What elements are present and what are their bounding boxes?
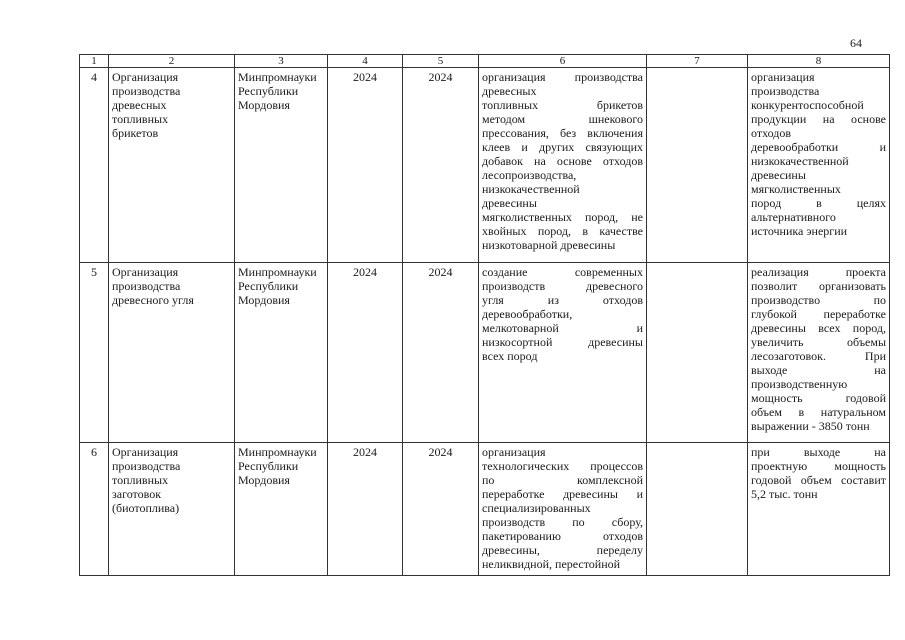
- measure-name-line: Организация: [112, 445, 179, 459]
- result-line: реализация проекта: [751, 265, 886, 279]
- header-col-7: 7: [647, 55, 748, 68]
- description-line: мягколиственных пород, не: [482, 210, 643, 224]
- measure-name-cell: [109, 263, 235, 443]
- description-line: древесины: [482, 196, 537, 210]
- table-row: [80, 443, 890, 576]
- responsible-org-line: Республики: [238, 279, 299, 293]
- result-cell: [748, 263, 890, 443]
- description-line: угля из отходов: [482, 293, 643, 307]
- result-line: мягколиственных: [751, 182, 841, 196]
- result-line: выражении - 3850 тонн: [751, 419, 870, 433]
- description-line: всех пород: [482, 349, 538, 363]
- measure-name-line: топливных: [112, 112, 169, 126]
- result-line: глубокой переработке: [751, 307, 886, 321]
- description-line: деревообработки,: [482, 307, 573, 321]
- measure-name-line: производства: [112, 459, 181, 473]
- responsible-org-line: Минпромнауки: [238, 445, 317, 459]
- description-line: организация: [482, 445, 546, 459]
- result-line: древесины всех пород,: [751, 321, 886, 335]
- start-year: 2024: [328, 443, 403, 576]
- description-cell: [479, 443, 647, 576]
- table-row: [80, 68, 890, 263]
- header-row: [80, 55, 890, 68]
- row-number: 6: [80, 443, 109, 576]
- description-line: производств древесного: [482, 279, 643, 293]
- column-7-cell: [647, 68, 748, 263]
- page-number: 64: [850, 36, 862, 50]
- result-line: 5,2 тыс. тонн: [751, 487, 818, 501]
- result-line: производственную: [751, 377, 848, 391]
- measure-name-line: (биотоплива): [112, 501, 180, 515]
- measure-name-line: древесного угля: [112, 293, 194, 307]
- result-line: низкокачественной: [751, 154, 849, 168]
- description-line: низкотоварной древесины: [482, 238, 616, 252]
- responsible-org-line: Минпромнауки: [238, 265, 317, 279]
- responsible-org-line: Минпромнауки: [238, 70, 317, 84]
- result-line: древесины: [751, 168, 806, 182]
- responsible-org-line: Республики: [238, 459, 299, 473]
- header-col-5: 5: [403, 55, 479, 68]
- result-line: позволит организовать: [751, 279, 886, 293]
- responsible-org-line: Республики: [238, 84, 299, 98]
- result-line: мощность годовой: [751, 391, 886, 405]
- responsible-org-cell: [235, 443, 328, 576]
- result-line: выходе на: [751, 363, 886, 377]
- measures-table: [79, 54, 890, 576]
- end-year: 2024: [403, 68, 479, 263]
- result-line: объем в натуральном: [751, 405, 886, 419]
- result-line: источника энергии: [751, 224, 848, 238]
- result-line: годовой объем составит: [751, 473, 886, 487]
- description-line: организация производства: [482, 70, 643, 84]
- measure-name-cell: [109, 68, 235, 263]
- description-line: неликвидной, перестойной: [482, 557, 621, 571]
- result-line: организация: [751, 70, 815, 84]
- description-line: прессования, без включения: [482, 126, 643, 140]
- result-cell: [748, 68, 890, 263]
- header-col-6: 6: [479, 55, 647, 68]
- description-line: хвойных пород, в качестве: [482, 224, 643, 238]
- measure-name-line: производства: [112, 84, 181, 98]
- header-col-2: 2: [109, 55, 235, 68]
- result-line: при выходе на: [751, 445, 886, 459]
- result-line: деревообработки и: [751, 140, 886, 154]
- measure-name-line: брикетов: [112, 126, 159, 140]
- result-line: производства: [751, 84, 820, 98]
- start-year: 2024: [328, 263, 403, 443]
- header-col-8: 8: [748, 55, 890, 68]
- end-year: 2024: [403, 443, 479, 576]
- result-line: пород в целях: [751, 196, 886, 210]
- row-number: 4: [80, 68, 109, 263]
- description-line: низкокачественной: [482, 182, 580, 196]
- measure-name-line: топливных: [112, 473, 169, 487]
- measure-name-line: производства: [112, 279, 181, 293]
- description-cell: [479, 263, 647, 443]
- result-cell: [748, 443, 890, 576]
- result-line: отходов: [751, 126, 792, 140]
- result-line: увеличить объемы: [751, 335, 886, 349]
- responsible-org-cell: [235, 68, 328, 263]
- description-line: древесины, переделу: [482, 543, 643, 557]
- measure-name-line: Организация: [112, 70, 179, 84]
- measure-name-line: древесных: [112, 98, 167, 112]
- result-line: продукции на основе: [751, 112, 886, 126]
- header-col-4: 4: [328, 55, 403, 68]
- description-line: специализированных: [482, 501, 591, 515]
- result-line: лесозаготовок. При: [751, 349, 886, 363]
- header-col-1: 1: [80, 55, 109, 68]
- result-line: производство по: [751, 293, 886, 307]
- measure-name-line: заготовок: [112, 487, 162, 501]
- result-line: проектную мощность: [751, 459, 886, 473]
- description-line: клеев и других связующих: [482, 140, 643, 154]
- result-line: альтернативного: [751, 210, 836, 224]
- responsible-org-line: Мордовия: [238, 473, 290, 487]
- table-row: [80, 263, 890, 443]
- description-line: мелкотоварной и: [482, 321, 643, 335]
- description-line: пакетированию отходов: [482, 529, 643, 543]
- description-cell: [479, 68, 647, 263]
- description-line: создание современных: [482, 265, 643, 279]
- responsible-org-line: Мордовия: [238, 293, 290, 307]
- description-line: методом шнекового: [482, 112, 643, 126]
- header-col-3: 3: [235, 55, 328, 68]
- description-line: технологических процессов: [482, 459, 643, 473]
- responsible-org-line: Мордовия: [238, 98, 290, 112]
- result-line: конкурентоспособной: [751, 98, 864, 112]
- description-line: лесопроизводства,: [482, 168, 577, 182]
- start-year: 2024: [328, 68, 403, 263]
- column-7-cell: [647, 263, 748, 443]
- row-number: 5: [80, 263, 109, 443]
- description-line: добавок на основе отходов: [482, 154, 643, 168]
- description-line: переработке древесины и: [482, 487, 643, 501]
- description-line: производств по сбору,: [482, 515, 643, 529]
- column-7-cell: [647, 443, 748, 576]
- description-line: топливных брикетов: [482, 98, 643, 112]
- description-line: древесных: [482, 84, 537, 98]
- responsible-org-cell: [235, 263, 328, 443]
- measure-name-cell: [109, 443, 235, 576]
- measure-name-line: Организация: [112, 265, 179, 279]
- description-line: низкосортной древесины: [482, 335, 643, 349]
- end-year: 2024: [403, 263, 479, 443]
- description-line: по комплексной: [482, 473, 643, 487]
